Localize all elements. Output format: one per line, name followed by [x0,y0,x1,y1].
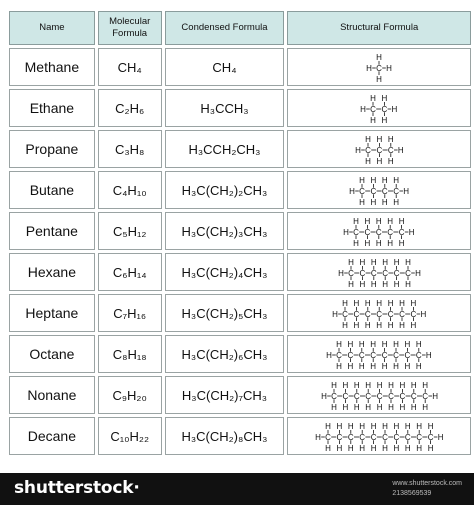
hydrogen-atom: H [393,340,400,349]
hydrogen-atom: H [370,444,377,453]
hydrogen-atom: H [376,299,383,308]
hydrogen-atom: H [336,444,343,453]
hydrogen-atom: H [347,422,354,431]
hydrogen-atom: H [364,157,371,166]
hydrogen-atom: H [353,403,360,412]
hydrogen-atom: H [364,299,371,308]
hydrogen-atom: H [431,392,438,401]
carbon-atom: C [347,269,354,278]
carbon-atom: C [376,310,383,319]
carbon-atom: C [376,64,383,73]
carbon-atom: C [336,433,343,442]
carbon-atom: C [393,351,400,360]
table-row [9,212,471,250]
carbon-atom: C [342,310,348,319]
hydrogen-atom: H [393,176,400,185]
hydrogen-atom: H [414,269,421,278]
structural-diagram [330,296,428,330]
hydrogen-atom: H [354,146,361,155]
carbon-atom: C [393,433,400,442]
carbon-atom: C [359,351,365,360]
hydrogen-atom: H [353,381,360,390]
carbon-atom: C [416,351,422,360]
carbon-atom: C [410,392,417,401]
hydrogen-atom: H [326,351,333,360]
hydrogen-atom: H [347,258,354,267]
hydrogen-atom: H [370,280,377,289]
hydrogen-atom: H [342,381,348,390]
hydrogen-atom: H [386,64,393,73]
carbon-atom: C [364,310,371,319]
hydrogen-atom: H [393,362,400,371]
header-name: Name [9,11,95,45]
hydrogen-atom: H [404,444,411,453]
compound-name: Heptane [9,294,95,332]
hydrogen-atom: H [370,116,377,125]
carbon-atom: C [399,310,405,319]
hydrogen-atom: H [381,340,388,349]
hydrogen-atom: H [381,258,388,267]
hydrogen-atom: H [364,135,371,144]
hydrogen-atom: H [370,176,377,185]
hydrogen-atom: H [404,362,411,371]
hydrogen-atom: H [376,239,383,248]
hydrogen-atom: H [347,280,354,289]
hydrogen-atom: H [347,444,354,453]
carbon-atom: C [421,392,428,401]
hydrogen-atom: H [347,340,354,349]
carbon-atom: C [359,433,365,442]
hydrogen-atom: H [399,321,405,330]
carbon-atom: C [381,269,388,278]
hydrogen-atom: H [420,310,427,319]
carbon-atom: C [399,228,405,237]
condensed-formula: H₃C(CH₂)₅CH₃ [165,294,285,332]
header-condensed-formula: Condensed Formula [165,11,285,45]
structural-diagram [341,214,417,248]
carbon-atom: C [381,351,388,360]
header-molecular-formula: Molecular Formula [98,11,162,45]
condensed-formula: CH₄ [165,48,285,86]
carbon-atom: C [370,187,377,196]
carbon-atom: C [399,392,405,401]
hydrogen-atom: H [370,340,377,349]
carbon-atom: C [387,392,394,401]
structural-formula [287,171,471,209]
hydrogen-atom: H [342,403,348,412]
hydrogen-atom: H [376,321,383,330]
hydrogen-atom: H [399,381,405,390]
hydrogen-atom: H [359,258,365,267]
hydrogen-atom: H [336,362,343,371]
hydrogen-atom: H [381,198,388,207]
hydrogen-atom: H [376,381,383,390]
footer-image-id: 2138569539 [392,490,432,497]
hydrogen-atom: H [364,217,371,226]
hydrogen-atom: H [320,392,327,401]
carbon-atom: C [364,146,371,155]
hydrogen-atom: H [437,433,444,442]
hydrogen-atom: H [353,321,360,330]
hydrogen-atom: H [342,321,348,330]
hydrogen-atom: H [409,228,415,237]
molecular-formula: C₂H₆ [98,89,162,127]
hydrogen-atom: H [397,146,404,155]
hydrogen-atom: H [393,422,400,431]
compound-name: Nonane [9,376,95,414]
hydrogen-atom: H [370,362,377,371]
structural-formula [287,294,471,332]
hydrogen-atom: H [381,280,388,289]
hydrogen-atom: H [416,362,422,371]
molecular-formula: C₄H₁₀ [98,171,162,209]
carbon-atom: C [404,351,411,360]
carbon-atom: C [353,310,360,319]
hydrogen-atom: H [364,403,371,412]
condensed-formula: H₃C(CH₂)₃CH₃ [165,212,285,250]
carbon-atom: C [376,392,383,401]
hydrogen-atom: H [399,239,405,248]
hydrogen-atom: H [381,94,388,103]
molecular-formula: C₆H₁₄ [98,253,162,291]
hydrogen-atom: H [359,362,365,371]
hydrogen-atom: H [349,187,355,196]
hydrogen-atom: H [387,239,394,248]
hydrogen-atom: H [404,280,411,289]
hydrogen-atom: H [426,351,432,360]
compound-name: Ethane [9,89,95,127]
hydrogen-atom: H [399,217,405,226]
hydrogen-atom: H [387,217,394,226]
structural-diagram [353,132,406,166]
hydrogen-atom: H [324,422,331,431]
hydrogen-atom: H [393,198,400,207]
table-row [9,48,471,86]
hydrogen-atom: H [370,94,377,103]
hydrogen-atom: H [360,105,367,114]
table-row [9,130,471,168]
structural-diagram [313,419,446,453]
condensed-formula: H₃CCH₃ [165,89,285,127]
hydrogen-atom: H [427,444,434,453]
molecular-formula: C₅H₁₂ [98,212,162,250]
hydrogen-atom: H [343,228,350,237]
compound-name: Pentane [9,212,95,250]
compound-name: Butane [9,171,95,209]
hydrogen-atom: H [359,340,365,349]
structural-formula [287,212,471,250]
carbon-atom: C [393,269,400,278]
condensed-formula: H₃C(CH₂)₂CH₃ [165,171,285,209]
hydrogen-atom: H [416,422,422,431]
hydrogen-atom: H [393,258,400,267]
hydrogen-atom: H [416,340,422,349]
carbon-atom: C [364,392,371,401]
hydrogen-atom: H [410,381,417,390]
compound-name: Propane [9,130,95,168]
carbon-atom: C [376,146,383,155]
carbon-atom: C [370,351,377,360]
hydrogen-atom: H [404,258,411,267]
hydrogen-atom: H [427,422,434,431]
carbon-atom: C [336,351,343,360]
carbon-atom: C [370,105,377,114]
condensed-formula: H₃C(CH₂)₈CH₃ [165,417,285,455]
hydrogen-atom: H [370,422,377,431]
carbon-atom: C [381,433,388,442]
structural-formula [287,376,471,414]
structural-diagram [324,337,434,371]
structural-formula [287,89,471,127]
carbon-atom: C [404,433,411,442]
structural-formula [287,335,471,373]
hydrogen-atom: H [359,198,365,207]
hydrogen-atom: H [376,403,383,412]
molecular-formula: C₉H₂₀ [98,376,162,414]
carbon-atom: C [342,392,348,401]
structural-diagram [347,173,411,207]
hydrogen-atom: H [387,321,394,330]
carbon-atom: C [359,187,365,196]
carbon-atom: C [410,310,417,319]
hydrogen-atom: H [381,176,388,185]
hydrogen-atom: H [370,258,377,267]
carbon-atom: C [330,392,337,401]
carbon-atom: C [347,433,354,442]
hydrogen-atom: H [366,64,373,73]
table-row [9,417,471,455]
hydrogen-atom: H [370,198,377,207]
hydrogen-atom: H [347,362,354,371]
carbon-atom: C [376,228,383,237]
hydrogen-atom: H [359,422,365,431]
footer-site: www.shutterstock.com [392,480,462,487]
hydrogen-atom: H [324,444,331,453]
carbon-atom: C [370,433,377,442]
hydrogen-atom: H [410,299,417,308]
alkanes-table [6,8,474,458]
hydrogen-atom: H [381,444,388,453]
table-row [9,335,471,373]
carbon-atom: C [353,392,360,401]
structural-formula [287,130,471,168]
shutterstock-logo [14,478,140,498]
structural-diagram [364,50,394,84]
compound-name: Octane [9,335,95,373]
carbon-atom: C [364,228,371,237]
hydrogen-atom: H [364,239,371,248]
footer-bar [0,473,474,505]
hydrogen-atom: H [410,321,417,330]
logo-text: shutterstock [14,478,134,498]
hydrogen-atom: H [330,403,337,412]
hydrogen-atom: H [416,444,422,453]
hydrogen-atom: H [391,105,398,114]
hydrogen-atom: H [387,403,394,412]
hydrogen-atom: H [359,280,365,289]
carbon-atom: C [416,433,422,442]
hydrogen-atom: H [421,403,428,412]
hydrogen-atom: H [387,381,394,390]
hydrogen-atom: H [332,310,338,319]
hydrogen-atom: H [403,187,410,196]
hydrogen-atom: H [353,217,360,226]
carbon-atom: C [427,433,434,442]
carbon-atom: C [387,228,394,237]
hydrogen-atom: H [381,116,388,125]
hydrogen-atom: H [376,157,383,166]
structural-formula [287,417,471,455]
structural-formula [287,253,471,291]
hydrogen-atom: H [364,321,371,330]
header-structural-formula: Structural Formula [287,11,471,45]
hydrogen-atom: H [393,280,400,289]
hydrogen-atom: H [387,157,394,166]
hydrogen-atom: H [399,299,405,308]
hydrogen-atom: H [353,299,360,308]
table-row [9,376,471,414]
table-row [9,171,471,209]
carbon-atom: C [347,351,354,360]
carbon-atom: C [353,228,360,237]
hydrogen-atom: H [399,403,405,412]
hydrogen-atom: H [337,269,344,278]
carbon-atom: C [381,187,388,196]
carbon-atom: C [404,269,411,278]
footer-info [392,479,462,499]
carbon-atom: C [324,433,331,442]
condensed-formula: H₃C(CH₂)₆CH₃ [165,335,285,373]
hydrogen-atom: H [376,135,383,144]
molecular-formula: CH₄ [98,48,162,86]
structural-formula [287,48,471,86]
hydrogen-atom: H [353,239,360,248]
hydrogen-atom: H [314,433,321,442]
hydrogen-atom: H [364,381,371,390]
hydrogen-atom: H [387,135,394,144]
hydrogen-atom: H [421,381,428,390]
molecular-formula: C₃H₈ [98,130,162,168]
hydrogen-atom: H [359,444,365,453]
structural-diagram [336,255,423,289]
molecular-formula: C₈H₁₈ [98,335,162,373]
hydrogen-atom: H [404,422,411,431]
hydrogen-atom: H [381,362,388,371]
logo-dot: · [133,478,140,498]
carbon-atom: C [393,187,400,196]
structural-diagram [319,378,440,412]
table-row [9,294,471,332]
hydrogen-atom: H [336,340,343,349]
header-row [9,11,471,45]
compound-name: Decane [9,417,95,455]
condensed-formula: H₃C(CH₂)₇CH₃ [165,376,285,414]
hydrogen-atom: H [359,176,365,185]
molecular-formula: C₇H₁₆ [98,294,162,332]
molecular-formula: C₁₀H₂₂ [98,417,162,455]
carbon-atom: C [381,105,388,114]
condensed-formula: H₃CCH₂CH₃ [165,130,285,168]
carbon-atom: C [359,269,365,278]
structural-diagram [358,91,399,125]
hydrogen-atom: H [342,299,348,308]
hydrogen-atom: H [393,444,400,453]
compound-name: Hexane [9,253,95,291]
hydrogen-atom: H [410,403,417,412]
hydrogen-atom: H [376,53,383,62]
hydrogen-atom: H [336,422,343,431]
hydrogen-atom: H [404,340,411,349]
hydrogen-atom: H [376,75,383,84]
hydrogen-atom: H [376,217,383,226]
hydrogen-atom: H [381,422,388,431]
carbon-atom: C [387,146,394,155]
condensed-formula: H₃C(CH₂)₄CH₃ [165,253,285,291]
hydrogen-atom: H [330,381,337,390]
table-row [9,253,471,291]
table-row [9,89,471,127]
compound-name: Methane [9,48,95,86]
carbon-atom: C [387,310,394,319]
carbon-atom: C [370,269,377,278]
hydrogen-atom: H [387,299,394,308]
